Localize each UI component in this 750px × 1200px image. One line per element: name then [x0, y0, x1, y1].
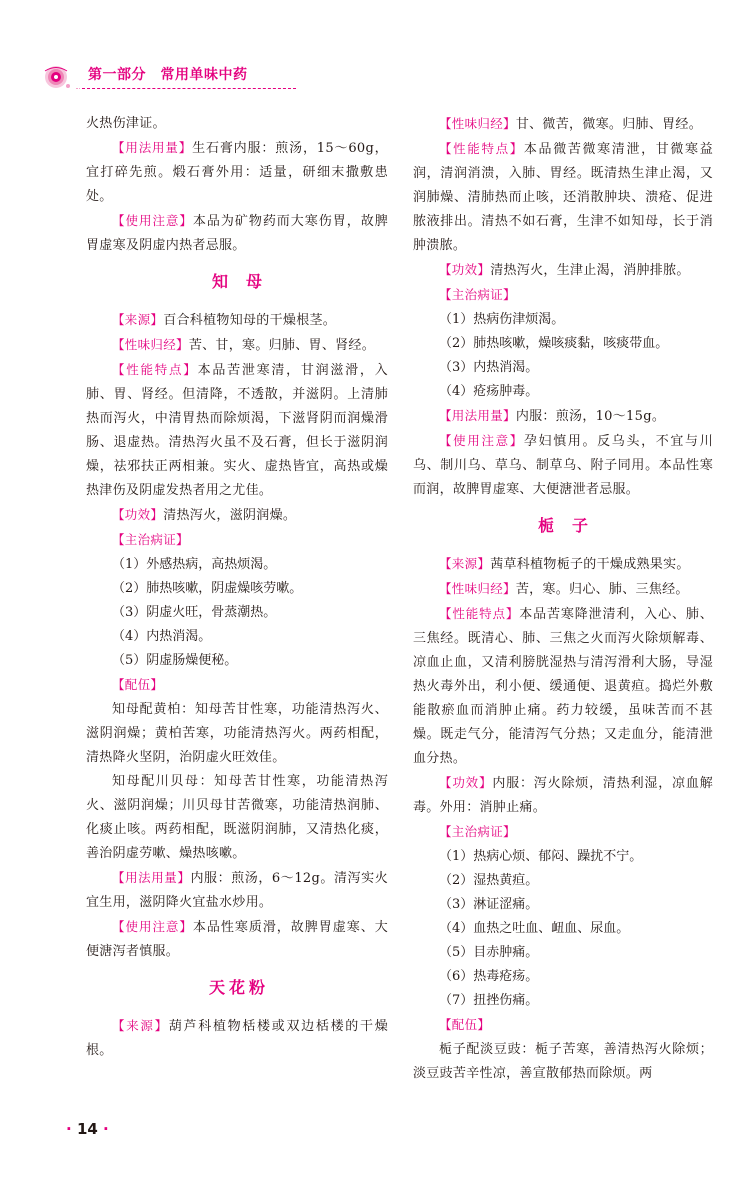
- header-rule-dots: [76, 88, 80, 89]
- paragraph: 【用法用量】内服：煎汤，6～12g。清泻实火宜生用，滋阴降火宜盐水炒用。: [86, 870, 388, 910]
- list-item: （6）热毒疮疡。: [439, 969, 539, 984]
- list-item: （5）目赤肿痛。: [439, 945, 539, 960]
- section-tag: 【性味归经】: [112, 337, 189, 352]
- right-column: [413, 112, 713, 1086]
- list-item: （1）热病心烦、郁闷、躁扰不宁。: [439, 849, 643, 864]
- list-item: （2）湿热黄疸。: [439, 873, 539, 888]
- flower-logo-icon: [40, 62, 74, 92]
- list-item: （2）肺热咳嗽，燥咳痰黏，咳痰带血。: [439, 336, 669, 351]
- herb-heading-tianhuafen: 天花粉: [208, 978, 269, 997]
- section-tag: 【性能特点】: [112, 362, 198, 377]
- section-tag: 【主治病证】: [112, 532, 189, 547]
- herb-heading-zhizi: 栀子: [537, 516, 606, 535]
- paragraph: 【使用注意】本品性寒质滑，故脾胃虚寒、大便溏泻者慎服。: [86, 919, 388, 959]
- section-tag: 【配伍】: [112, 677, 164, 692]
- paragraph: 知母配黄柏：知母苦甘性寒，功能清热泻火、滋阴润燥；黄柏苦寒，功能清热泻火。两药相配，清热降火坚阴，治阴虚火旺效佳。: [86, 702, 388, 765]
- paragraph: 【性能特点】本品苦泄寒清，甘润滋滑，入肺、胃、肾经。但清降，不透散，并滋阴。上清肺热而泻火，中清胃热而除烦渴，下滋肾阴而润燥滑肠、退虚热。清热泻火虽不及石膏，但长于滋阴润燥，祛邪扶正两相兼。实火、虚热皆宜，高热或燥热津伤及阴虚发热者用之尤佳。: [86, 362, 388, 498]
- section-tag: 【性味归经】: [439, 581, 516, 596]
- paragraph: 【来源】百合科植物知母的干燥根茎。: [112, 312, 337, 328]
- section-tag: 【来源】: [112, 312, 164, 327]
- left-column: [86, 112, 388, 1063]
- paragraph: 栀子配淡豆豉：栀子苦寒，善清热泻火除烦；淡豆豉苦辛性凉，善宣散郁热而除烦。两: [413, 1042, 713, 1081]
- section-tag: 【使用注意】: [439, 433, 524, 448]
- section-tag: 【配伍】: [439, 1017, 491, 1032]
- list-item: （3）淋证涩痛。: [439, 897, 539, 912]
- section-tag: 【用法用量】: [112, 870, 191, 885]
- section-title: 第一部分 常用单味中药: [88, 67, 248, 83]
- paragraph: 【性能特点】本品微苦微寒清泄，甘微寒益润，清润消溃，入肺、胃经。既清热生津止渴，又润肺燥、清肺热而止咳，还消散肿块、溃疮、促进脓液排出。清热不如石膏，生津不如知母，长于消肿溃脓。: [413, 141, 713, 253]
- list-item: （3）内热消渴。: [439, 360, 539, 375]
- footer-bullet: ·: [103, 1120, 109, 1138]
- list-item: （2）肺热咳嗽，阴虚燥咳劳嗽。: [112, 581, 303, 596]
- section-tag: 【用法用量】: [439, 408, 516, 423]
- list-item: （7）扭挫伤痛。: [439, 993, 539, 1008]
- section-tag: 【性能特点】: [439, 606, 520, 621]
- running-header: [40, 62, 720, 92]
- paragraph: 【性味归经】苦，寒。归心、肺、三焦经。: [439, 581, 689, 597]
- section-tag: 【用法用量】: [112, 140, 193, 155]
- page-number: 14: [76, 1120, 98, 1138]
- section-tag: 【功效】: [112, 507, 164, 522]
- section-tag: 【性能特点】: [439, 141, 524, 156]
- paragraph: [413, 283, 713, 308]
- section-tag: 【来源】: [439, 556, 491, 571]
- paragraph: 【功效】清热泻火，生津止渴，消肿排脓。: [439, 262, 690, 278]
- list-item: （3）阴虚火旺，骨蒸潮热。: [112, 605, 277, 620]
- paragraph: 【用法用量】内服：煎汤，10～15g。: [439, 408, 666, 424]
- list-item: （1）热病伤津烦渴。: [439, 312, 565, 327]
- header-rule: [82, 88, 296, 89]
- section-tag: 【主治病证】: [439, 824, 516, 839]
- paragraph: 知母配川贝母：知母苦甘性寒，功能清热泻火、滋阴润燥；川贝母甘苦微寒，功能清热润肺、化痰止咳。两药相配，既滋阴润肺，又清热化痰，善治阴虚劳嗽、燥热咳嗽。: [86, 774, 388, 861]
- paragraph: 【性味归经】甘、微苦，微寒。归肺、胃经。: [439, 116, 703, 132]
- section-tag: 【性味归经】: [439, 116, 516, 131]
- paragraph: [413, 1013, 713, 1038]
- list-item: （4）内热消渴。: [112, 629, 212, 644]
- section-tag: 【使用注意】: [112, 919, 193, 934]
- list-item: （4）疮疡肿毒。: [439, 384, 539, 399]
- paragraph: 【性能特点】本品苦寒降泄清利，入心、肺、三焦经。既清心、肺、三焦之火而泻火除烦解毒、凉血止血，又清利膀胱湿热与清泻滑利大肠，导湿热火毒外出，利小便、缓通便、退黄疸。捣烂外敷能散瘀血而消肿止痛。药力较缓，虽味苦而不甚燥。既走气分，能清泻气分热；又走血分，能清泄血分热。: [413, 606, 713, 766]
- page-footer: [66, 1120, 109, 1138]
- paragraph: [413, 820, 713, 845]
- section-tag: 【功效】: [439, 775, 493, 790]
- paragraph: 【使用注意】本品为矿物药而大寒伤胃，故脾胃虚寒及阴虚内热者忌服。: [86, 213, 388, 253]
- paragraph: 火热伤津证。: [86, 116, 166, 131]
- paragraph: 【功效】内服：泻火除烦，清热利湿，凉血解毒。外用：消肿止痛。: [413, 775, 713, 815]
- paragraph: [86, 673, 388, 698]
- paragraph: 【性味归经】苦、甘，寒。归肺、胃、肾经。: [112, 337, 376, 353]
- list-item: （1）外感热病，高热烦渴。: [112, 557, 277, 572]
- paragraph: 【使用注意】孕妇慎用。反乌头，不宜与川乌、制川乌、草乌、制草乌、附子同用。本品性寒而润，故脾胃虚寒、大便溏泄者忌服。: [413, 433, 713, 497]
- section-tag: 【功效】: [439, 262, 491, 277]
- paragraph: [86, 528, 388, 553]
- section-tag: 【使用注意】: [112, 213, 193, 228]
- paragraph: 【来源】茜草科植物栀子的干燥成熟果实。: [439, 556, 690, 572]
- herb-heading-zhimu: 知母: [211, 272, 280, 291]
- list-item: （4）血热之吐血、衄血、尿血。: [439, 921, 630, 936]
- paragraph: 【用法用量】生石膏内服：煎汤，15～60g，宜打碎先煎。煅石膏外用：适量，研细末撒敷患处。: [86, 140, 388, 204]
- paragraph: 【功效】清热泻火，滋阴润燥。: [112, 507, 297, 523]
- footer-bullet: ·: [66, 1120, 72, 1138]
- section-tag: 【主治病证】: [439, 287, 516, 302]
- paragraph: 【来源】葫芦科植物栝楼或双边栝楼的干燥根。: [86, 1018, 388, 1058]
- list-item: （5）阴虚肠燥便秘。: [112, 653, 238, 668]
- section-tag: 【来源】: [112, 1018, 169, 1033]
